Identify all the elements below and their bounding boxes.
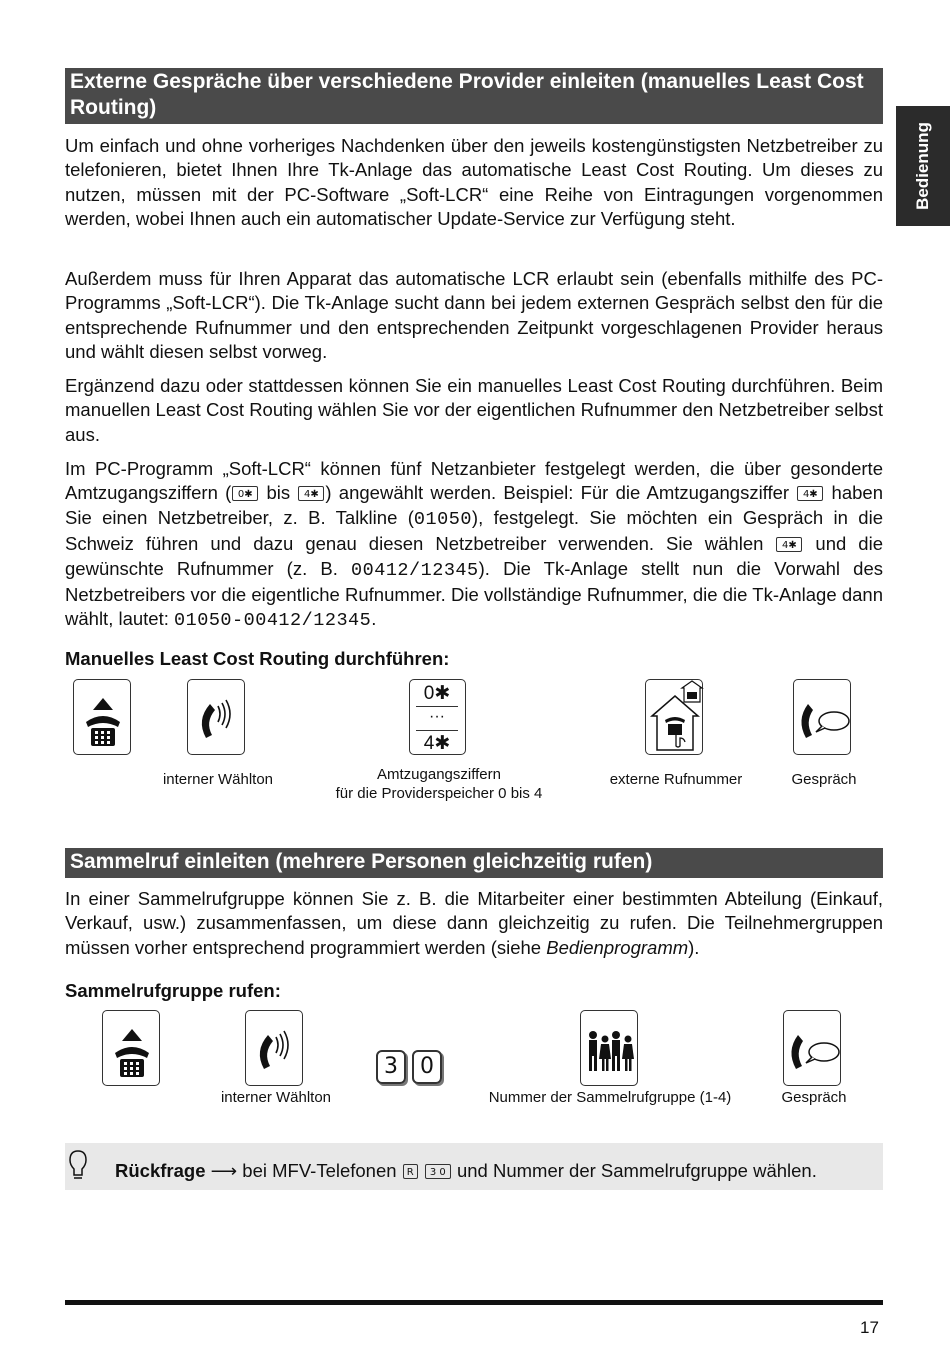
key-0: 0	[412, 1050, 442, 1084]
paragraph-text: In einer Sammelrufgruppe können Sie z. B. die Mitarbeiter einer bestimmten Abteilung (Einkauf, Verkauf, usw.) zusammenfassen, um diese dann gleichzeitig zu rufen. Die Teilnehmergruppen müssen vorher entsprechend programmiert werden (siehe	[65, 888, 883, 958]
tip-box	[65, 1143, 883, 1190]
side-tab-label: Bedienung	[913, 122, 932, 210]
example-text: bis	[259, 482, 298, 504]
caption-access-digits-l1: Amtzugangsziffern	[377, 766, 501, 783]
caption-dial-tone: interner Wählton	[220, 1089, 332, 1106]
example-text: .	[371, 608, 377, 630]
paragraph-lcr-auto: Außerdem muss für Ihren Apparat das automatische LCR erlaubt sein (ebenfalls mithilfe des PC-Programms „Soft-LCR“). Die Tk-Anlage sucht dann bei jedem externen Gespräch selbst den für die entsprechende Rufnummer und den entsprechenden Zeitpunkt vorgeschlagenen Provider heraus und wählt diesen selbst vorweg.	[65, 268, 883, 363]
paragraph-lcr-manual: Ergänzend dazu oder stattdessen können Sie ein manuelles Least Cost Routing durchführen. Beim manuellen Least Cost Routing wählen Sie vor der eigentlichen Rufnummer den Netzbetreiber selbst aus.	[65, 375, 883, 445]
ringing-handset-icon	[187, 679, 245, 755]
subheading-lcr-steps: Manuelles Least Cost Routing durchführen:	[65, 648, 450, 669]
key-4-star: 4✱	[298, 486, 324, 501]
caption-external-number: externe Rufnummer	[609, 771, 743, 788]
keypad-bottom-label: 4✱	[423, 733, 451, 754]
subheading-group-steps: Sammelrufgruppe rufen:	[65, 980, 281, 1001]
example-text: haben Sie einen Netzbetreiber, z. B. Talkline (	[65, 482, 883, 528]
arrow-icon: ⟶	[210, 1160, 238, 1181]
keypad-mid-label: ···	[429, 708, 445, 725]
paragraph-text: ).	[688, 936, 700, 958]
example-text: Im PC-Programm „Soft-LCR“ können fünf Netzanbieter festgelegt werden, die über gesonderte Amtzugangsziffern (	[65, 458, 883, 504]
paragraph-lcr-example	[65, 457, 883, 634]
example-text: ) angewählt werden. Beispiel: Für die Amtzugangsziffer	[325, 482, 797, 504]
keypad-range-icon	[409, 679, 466, 755]
full-number: 01050-00412/12345	[174, 610, 372, 632]
paragraph-group-call	[65, 887, 883, 960]
people-group-icon	[580, 1010, 638, 1086]
handset-off-hook-icon	[102, 1010, 160, 1086]
section-title-lcr: Externe Gespräche über verschiedene Provider einleiten (manuelles Least Cost Routing)	[70, 70, 864, 119]
tip-text-part: und Nummer der Sammelrufgruppe wählen.	[451, 1160, 817, 1181]
footer-rule	[65, 1300, 883, 1305]
dial-external-number-icon	[645, 679, 703, 755]
example-text: ), festgelegt. Sie möchten ein Gespräch in die Schweiz führen und dazu genau diesen Netzbetreiber verwenden. Sie wählen	[65, 506, 883, 555]
caption-dial-tone: interner Wählton	[162, 771, 274, 788]
key-0-star: 0✱	[232, 486, 258, 501]
provider-code: 01050	[413, 508, 472, 530]
caption-access-digits-l2: für die Providerspeicher 0 bis 4	[335, 785, 543, 802]
tip-text-part: bei MFV-Telefonen	[237, 1160, 402, 1181]
section-title-group-call: Sammelruf einleiten (mehrere Personen gleichzeitig rufen)	[70, 850, 653, 873]
key-3: 3	[376, 1050, 406, 1084]
conversation-icon	[783, 1010, 841, 1086]
key-4-star: 4✱	[797, 486, 823, 501]
tip-label: Rückfrage	[115, 1160, 206, 1181]
page-number: 17	[860, 1318, 879, 1337]
ringing-handset-icon	[245, 1010, 303, 1086]
tip-text	[115, 1160, 817, 1182]
side-tab	[896, 106, 950, 226]
conversation-icon	[793, 679, 851, 755]
caption-conversation: Gespräch	[781, 1089, 847, 1106]
divider	[416, 706, 458, 707]
example-text: ). Die Tk-Anlage stellt nun die Vorwahl des Netzbetreibers vor die eigentliche Rufnummer. Die vollständige Rufnummer, die die Tk-Anlage dann wählt, lautet:	[65, 557, 883, 630]
section-heading-group-call	[65, 848, 883, 878]
handset-off-hook-icon	[73, 679, 131, 755]
key-4-star: 4✱	[776, 537, 802, 552]
key-r: R	[403, 1164, 418, 1179]
example-number: 00412/12345	[351, 559, 479, 581]
example-text: und die gewünschte Rufnummer (z. B.	[65, 533, 883, 579]
key-3-0: 3 0	[425, 1164, 451, 1179]
caption-group-number: Nummer der Sammelrufgruppe (1-4)	[488, 1089, 732, 1106]
caption-conversation: Gespräch	[791, 771, 857, 788]
lightbulb-icon	[67, 1148, 89, 1184]
section-heading-lcr	[65, 68, 883, 124]
divider	[416, 730, 458, 731]
paragraph-lcr-intro: Um einfach und ohne vorheriges Nachdenken über den jeweils kostengünstigsten Netzbetreiber zu telefonieren, bietet Ihnen Ihre Tk-Anlage das automatische Least Cost Routing. Um dieses zu nutzen, müssen mit der PC-Software „Soft-LCR“ eine Reihe von Eintragungen vorgenommen werden, wobei Ihnen auch ein automatischer Update-Service zur Verfügung steht.	[65, 135, 883, 230]
reference-bedienprogramm: Bedienprogramm	[546, 936, 689, 958]
keypad-top-label: 0✱	[423, 683, 451, 704]
